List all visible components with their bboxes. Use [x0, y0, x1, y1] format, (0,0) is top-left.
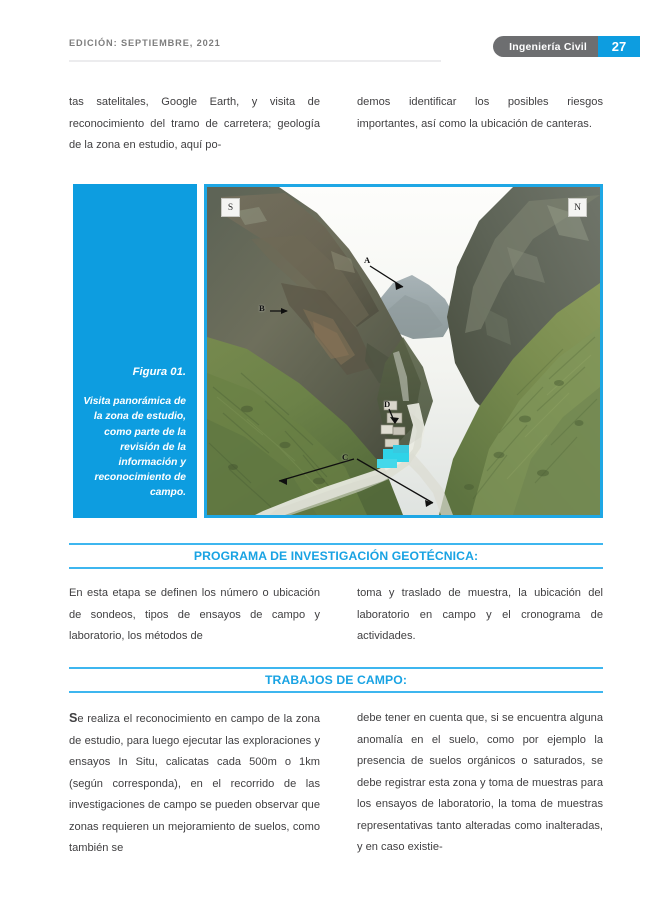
brand-label: Ingeniería Civil [509, 40, 587, 53]
valley-photograph-graphic [207, 187, 600, 515]
figure-caption-title: Figura 01. [132, 366, 186, 379]
section2-paragraph-left-text: e realiza el reconocimiento en campo de la zona de estudio, para luego ejecutar las exploraciones y ensayos In Situ, calicatas cada 500m o 1km (según corresponda), en el recorrido de las investigaciones de campo se pueden observar que zonas requieren un mejoramiento de suelos, como también se [69, 713, 320, 854]
intro-column-left [69, 92, 320, 157]
section1-paragraph-left: En esta etapa se definen los número o ubicación de sondeos, tipos de ensayos de campo y laboratorio, los métodos de [69, 587, 320, 642]
edition-label: EDICIÓN: SEPTIEMBRE, 2021 [69, 38, 221, 48]
photo-annotation-a: A [364, 255, 371, 265]
figure-caption-box [73, 184, 197, 518]
intro-paragraph-right: demos identificar los posibles riesgos importantes, así como la ubicación de canteras. [357, 96, 603, 130]
section2-paragraph-right: debe tener en cuenta que, si se encuentra alguna anomalía en el suelo, como por ejemplo la presencia de suelos orgánicos o saturados, se debe registrar esta zona y toma de muestras para los ensayos de laboratorio, la toma de muestras representativas tanto alteradas como inalteradas, y en caso existie- [357, 712, 603, 853]
figure-01 [73, 184, 603, 518]
figure-caption-text: Visita panorámica de la zona de estudio, como parte de la revisión de la información y reconocimiento de campo. [83, 396, 186, 498]
section1-column-right [357, 583, 603, 648]
intro-column-right [357, 92, 603, 135]
section2-column-right [357, 708, 603, 859]
photo-annotation-d: D [384, 399, 391, 409]
brand-badge [493, 36, 598, 57]
section1-paragraph-right: toma y traslado de muestra, la ubicación del laboratorio en campo y el cronograma de actividades. [357, 587, 603, 642]
page-number-label: 27 [611, 39, 627, 54]
figure-caption-inner [81, 365, 186, 500]
section-heading-programa [69, 543, 603, 569]
section2-paragraph-left [69, 708, 320, 860]
photo-annotation-c: C [342, 452, 349, 462]
section-heading-trabajos [69, 667, 603, 693]
section-rule-bottom [69, 567, 603, 569]
section2-column-left [69, 708, 320, 860]
section-rule-bottom-2 [69, 691, 603, 693]
page-header [0, 0, 650, 75]
page-number-badge [598, 36, 640, 57]
compass-marker-south: S [221, 198, 240, 217]
intro-paragraph-left: tas satelitales, Google Earth, y visita de reconocimiento del tramo de carretera; geología de la zona en estudio, aquí po- [69, 96, 320, 151]
figure-photo-frame [204, 184, 603, 518]
photo-annotation-b: B [259, 303, 265, 313]
header-divider [69, 60, 441, 62]
valley-photograph [207, 187, 600, 515]
section-title-text: PROGRAMA DE INVESTIGACIÓN GEOTÉCNICA: [193, 549, 479, 563]
paragraph-dropcap: S [69, 711, 78, 725]
compass-marker-north: N [568, 198, 587, 217]
section-title-text-2: TRABAJOS DE CAMPO: [265, 673, 407, 687]
section1-column-left [69, 583, 320, 648]
